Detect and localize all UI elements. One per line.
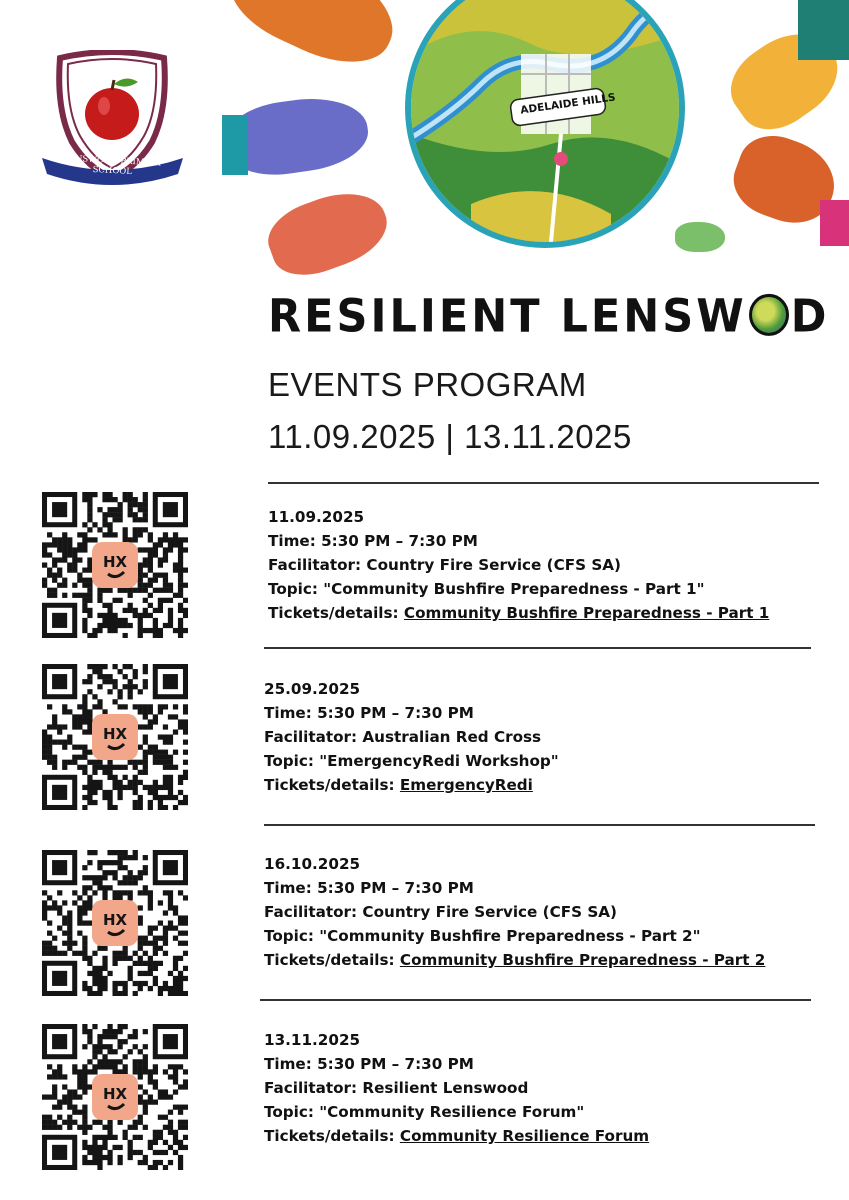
divider (260, 999, 811, 1001)
events-program-heading: EVENTS PROGRAM (268, 366, 587, 403)
title-text-part2: D (790, 290, 830, 344)
tickets-link[interactable]: Community Bushfire Preparedness - Part 1 (403, 604, 770, 622)
coral-hand-bottom (260, 180, 397, 287)
qr-logo-text: HX (102, 553, 128, 571)
qr-logo-text: HX (102, 725, 128, 743)
event-entry (264, 1028, 649, 1148)
facilitator-label: Facilitator: (264, 903, 358, 921)
event-date: 25.09.2025 (264, 680, 361, 698)
event-facilitator: Country Fire Service (CFS SA) (366, 556, 621, 574)
time-label: Time: (264, 1055, 312, 1073)
teal-cuff-left (222, 115, 248, 175)
event-date: 13.11.2025 (264, 1031, 361, 1049)
event-time: 5:30 PM – 7:30 PM (317, 704, 474, 722)
time-label: Time: (264, 704, 312, 722)
event-entry (264, 677, 559, 797)
topic-label: Topic: (264, 752, 314, 770)
tickets-label: Tickets/details: (264, 1127, 395, 1145)
event-topic: "Community Bushfire Preparedness - Part 2" (319, 927, 701, 945)
qr-code[interactable] (42, 1024, 188, 1170)
tickets-label: Tickets/details: (264, 951, 395, 969)
topic-label: Topic: (264, 1103, 314, 1121)
facilitator-label: Facilitator: (268, 556, 362, 574)
pink-cuff-right (820, 200, 849, 246)
qr-logo-text: HX (102, 1085, 128, 1103)
map-label: ADELAIDE HILLS (519, 91, 617, 117)
date-range: 11.09.2025 | 13.11.2025 (268, 418, 632, 455)
divider (264, 647, 811, 649)
divider (264, 824, 815, 826)
event-date: 11.09.2025 (268, 508, 365, 526)
event-entry (268, 505, 769, 625)
topic-label: Topic: (268, 580, 318, 598)
event-time: 5:30 PM – 7:30 PM (317, 1055, 474, 1073)
school-logo (40, 50, 185, 190)
title-text-part1: RESILIENT LENSW (268, 290, 747, 344)
event-topic: "Community Resilience Forum" (319, 1103, 585, 1121)
orange-hand-top (217, 0, 409, 82)
qr-code[interactable] (42, 850, 188, 996)
page-title (268, 291, 829, 344)
green-hand-bottom (675, 222, 725, 252)
tickets-link[interactable]: Community Resilience Forum (399, 1127, 650, 1145)
event-entry (264, 852, 765, 972)
qr-logo-text: HX (102, 911, 128, 929)
map-illustration-icon (411, 0, 679, 242)
event-facilitator: Resilient Lenswood (362, 1079, 529, 1097)
topic-label: Topic: (264, 927, 314, 945)
event-topic: "Community Bushfire Preparedness - Part 1" (323, 580, 705, 598)
tickets-link[interactable]: Community Bushfire Preparedness - Part 2 (399, 951, 766, 969)
facilitator-label: Facilitator: (264, 1079, 358, 1097)
adelaide-hills-map (405, 0, 685, 248)
facilitator-label: Facilitator: (264, 728, 358, 746)
globe-o-icon (749, 294, 789, 336)
tickets-label: Tickets/details: (268, 604, 399, 622)
event-facilitator: Country Fire Service (CFS SA) (362, 903, 617, 921)
event-facilitator: Australian Red Cross (362, 728, 542, 746)
event-topic: "EmergencyRedi Workshop" (319, 752, 559, 770)
tickets-link[interactable]: EmergencyRedi (399, 776, 533, 794)
event-date: 16.10.2025 (264, 855, 361, 873)
time-label: Time: (268, 532, 316, 550)
time-label: Time: (264, 879, 312, 897)
tickets-label: Tickets/details: (264, 776, 395, 794)
event-time: 5:30 PM – 7:30 PM (321, 532, 478, 550)
qr-code[interactable] (42, 664, 188, 810)
school-name: LENSWOOD PRIMARY SCHOOL (62, 153, 163, 178)
qr-code[interactable] (42, 492, 188, 638)
teal-cuff-right (798, 0, 849, 60)
event-time: 5:30 PM – 7:30 PM (317, 879, 474, 897)
divider (268, 482, 819, 484)
